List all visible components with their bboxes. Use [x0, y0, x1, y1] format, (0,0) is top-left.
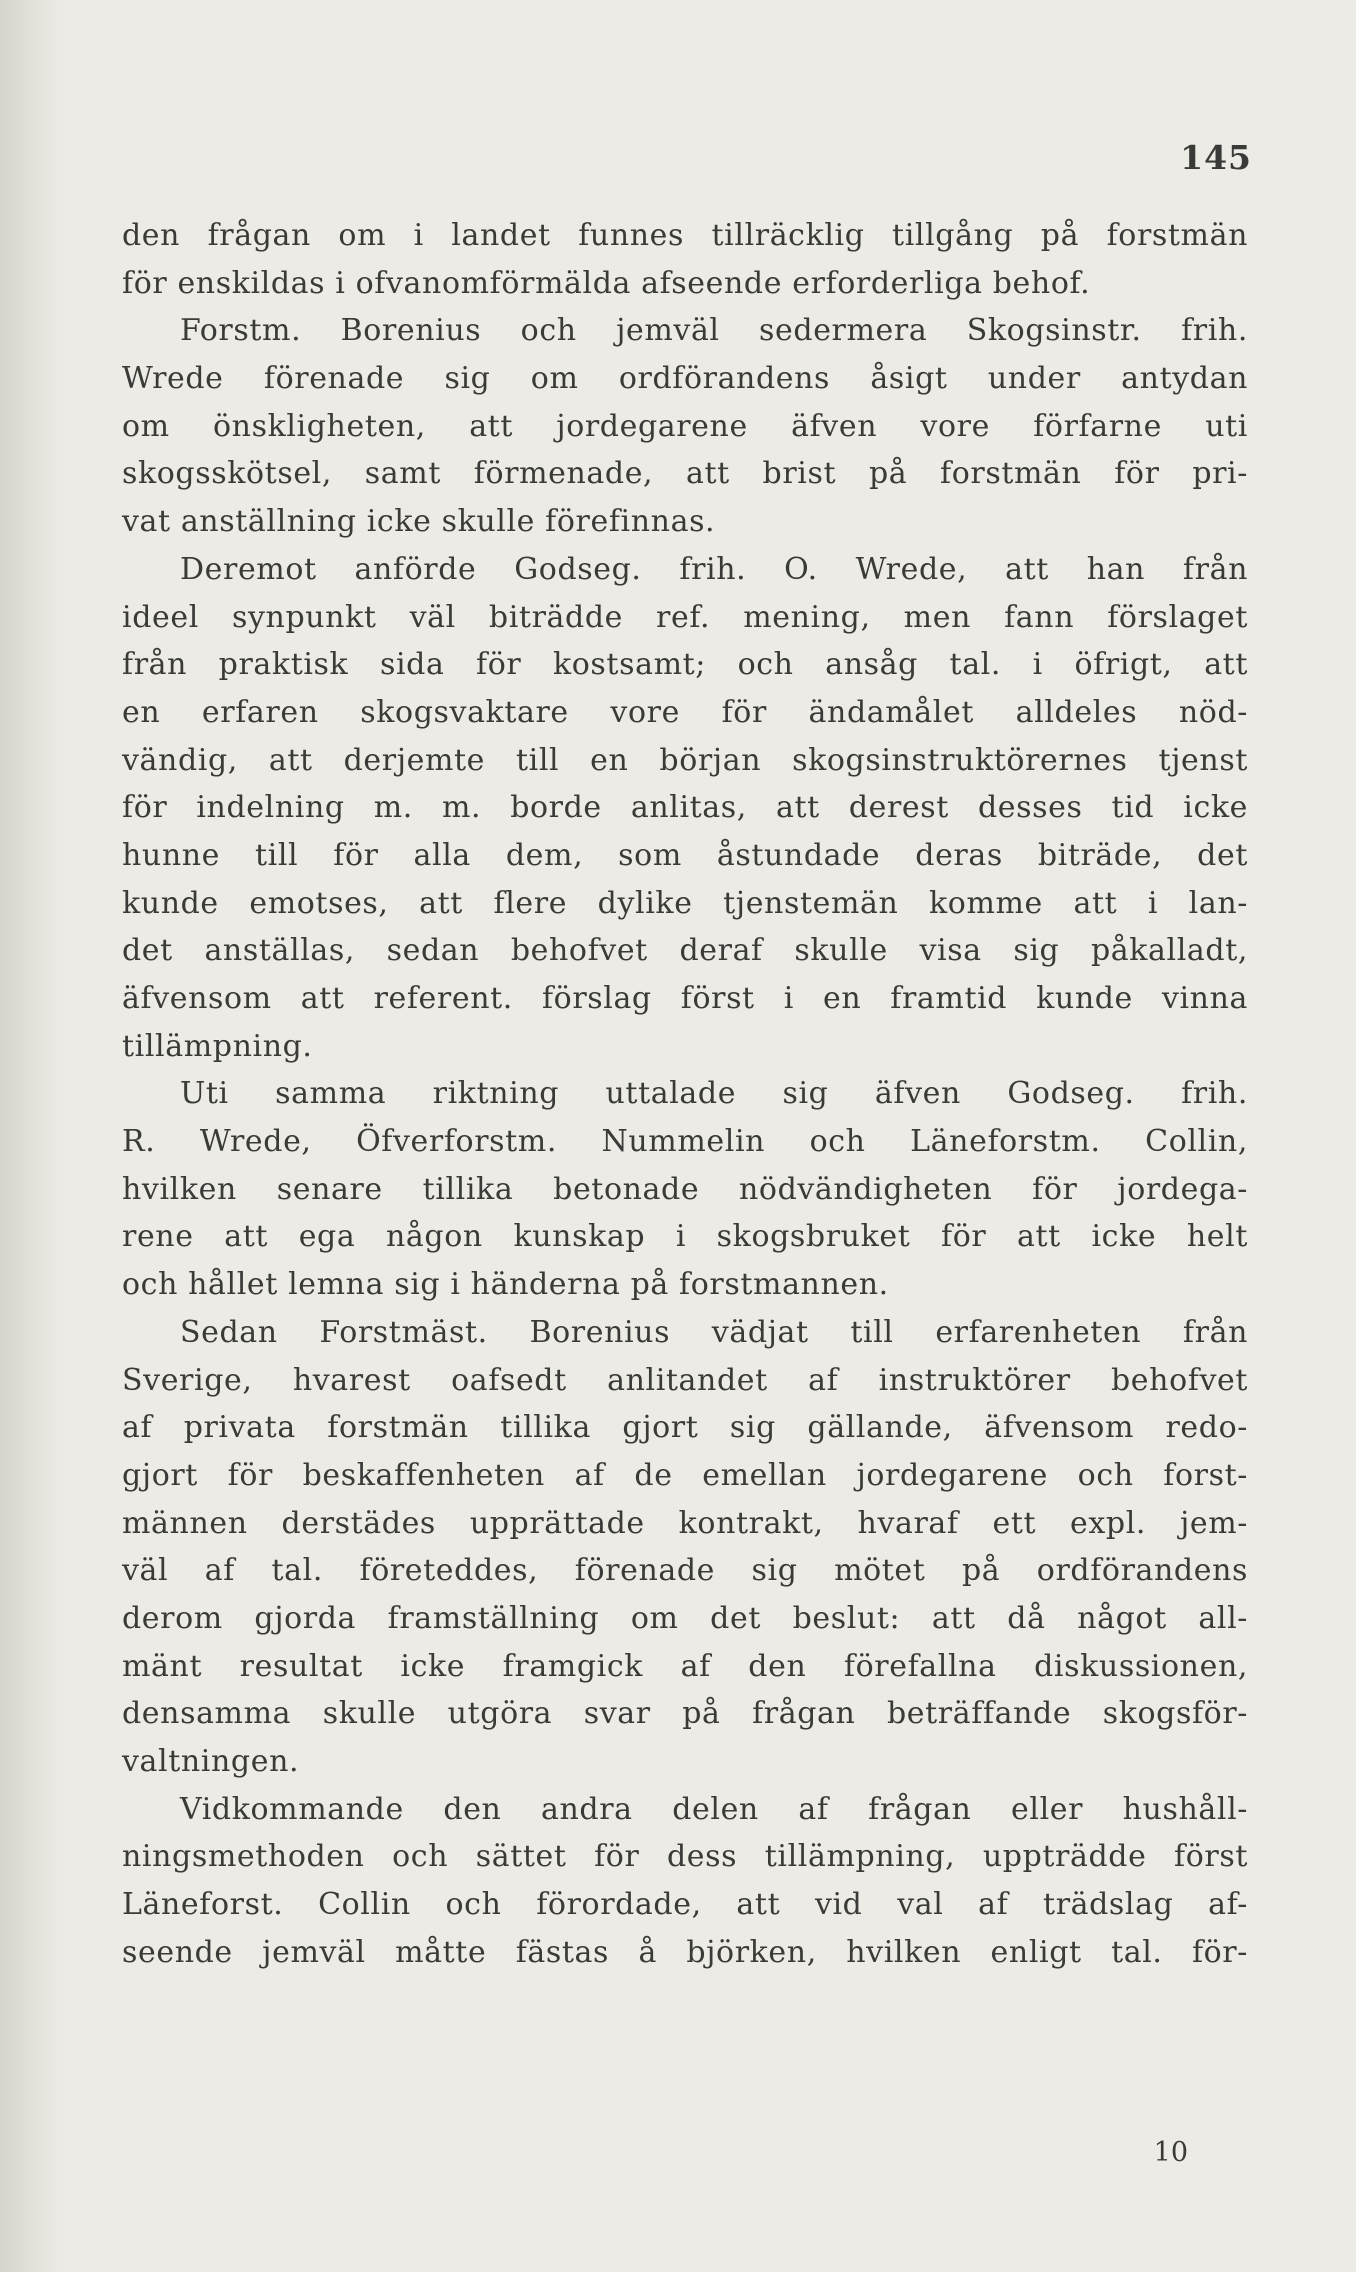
- text-line: ideel synpunkt väl biträdde ref. mening, men fann förslaget: [122, 599, 1248, 635]
- text-line: vat anställning icke skulle förefinnas.: [122, 504, 716, 540]
- text-line: Sverige, hvarest oafsedt anlitandet af instruktörer behofvet: [122, 1362, 1248, 1398]
- text-line: för indelning m. m. borde anlitas, att derest desses tid icke: [122, 790, 1248, 826]
- text-line: ningsmethoden och sättet för dess tillämpning, uppträdde först: [122, 1839, 1248, 1875]
- text-line: väl af tal. företeddes, förenade sig mötet på ordförandens: [122, 1553, 1248, 1589]
- text-line: rene att ega någon kunskap i skogsbruket för att icke helt: [122, 1219, 1248, 1255]
- text-line: af privata forstmän tillika gjort sig gällande, äfvensom redo-: [122, 1410, 1248, 1446]
- text-line: männen derstädes upprättade kontrakt, hvaraf ett expl. jem-: [122, 1505, 1248, 1541]
- text-line: gjort för beskaffenheten af de emellan jordegarene och forst-: [122, 1457, 1248, 1493]
- text-line: derom gjorda framställning om det beslut: att då något all-: [122, 1600, 1248, 1636]
- text-line: seende jemväl måtte fästas å björken, hvilken enligt tal. för-: [122, 1934, 1248, 1970]
- text-line: Forstm. Borenius och jemväl sedermera Skogsinstr. frih.: [180, 313, 1248, 349]
- text-line: Sedan Forstmäst. Borenius vädjat till erfarenheten från: [180, 1314, 1248, 1350]
- text-line: från praktisk sida för kostsamt; och ansåg tal. i öfrigt, att: [122, 647, 1248, 683]
- signature-mark: 10: [1153, 2137, 1188, 2168]
- page-number: 145: [1180, 138, 1252, 177]
- text-line: tillämpning.: [122, 1028, 313, 1064]
- text-line: valtningen.: [122, 1744, 300, 1779]
- text-line: skogsskötsel, samt förmenade, att brist på forstmän för pri-: [122, 456, 1248, 492]
- text-line: hunne till för alla dem, som åstundade deras biträde, det: [122, 837, 1248, 873]
- text-line: äfvensom att referent. förslag först i en framtid kunde vinna: [122, 981, 1248, 1016]
- text-line: Läneforst. Collin och förordade, att vid val af trädslag af-: [122, 1887, 1248, 1923]
- text-line: för enskildas i ofvanomförmälda afseende erforderliga behof.: [122, 265, 1091, 301]
- text-line: kunde emotses, att flere dylike tjenstemän komme att i lan-: [122, 885, 1248, 921]
- text-line: den frågan om i landet funnes tillräcklig tillgång på forstmän: [122, 218, 1248, 253]
- text-line: densamma skulle utgöra svar på frågan beträffande skogsför-: [122, 1696, 1248, 1732]
- text-line: det anställas, sedan behofvet deraf skulle visa sig påkalladt,: [122, 933, 1248, 969]
- text-line: vändig, att derjemte till en början skogsinstruktörernes tjenst: [122, 742, 1248, 778]
- text-line: mänt resultat icke framgick af den förefallna diskussionen,: [122, 1648, 1248, 1684]
- text-line: Deremot anförde Godseg. frih. O. Wrede, att han från: [180, 551, 1248, 587]
- text-line: en erfaren skogsvaktare vore för ändamålet alldeles nöd-: [122, 694, 1248, 730]
- text-line: Uti samma riktning uttalade sig äfven Godseg. frih.: [180, 1076, 1248, 1112]
- body-text: [122, 212, 1248, 1976]
- text-line: hvilken senare tillika betonade nödvändigheten för jordega-: [122, 1171, 1248, 1207]
- page-edge-shadow: [0, 0, 60, 2272]
- text-line: R. Wrede, Öfverforstm. Nummelin och Läneforstm. Collin,: [122, 1124, 1248, 1160]
- text-line: och hållet lemna sig i händerna på forstmannen.: [122, 1267, 889, 1303]
- text-line: Vidkommande den andra delen af frågan eller hushåll-: [180, 1791, 1248, 1827]
- text-line: Wrede förenade sig om ordförandens åsigt under antydan: [122, 361, 1248, 397]
- text-line: om önskligheten, att jordegarene äfven vore förfarne uti: [122, 408, 1248, 444]
